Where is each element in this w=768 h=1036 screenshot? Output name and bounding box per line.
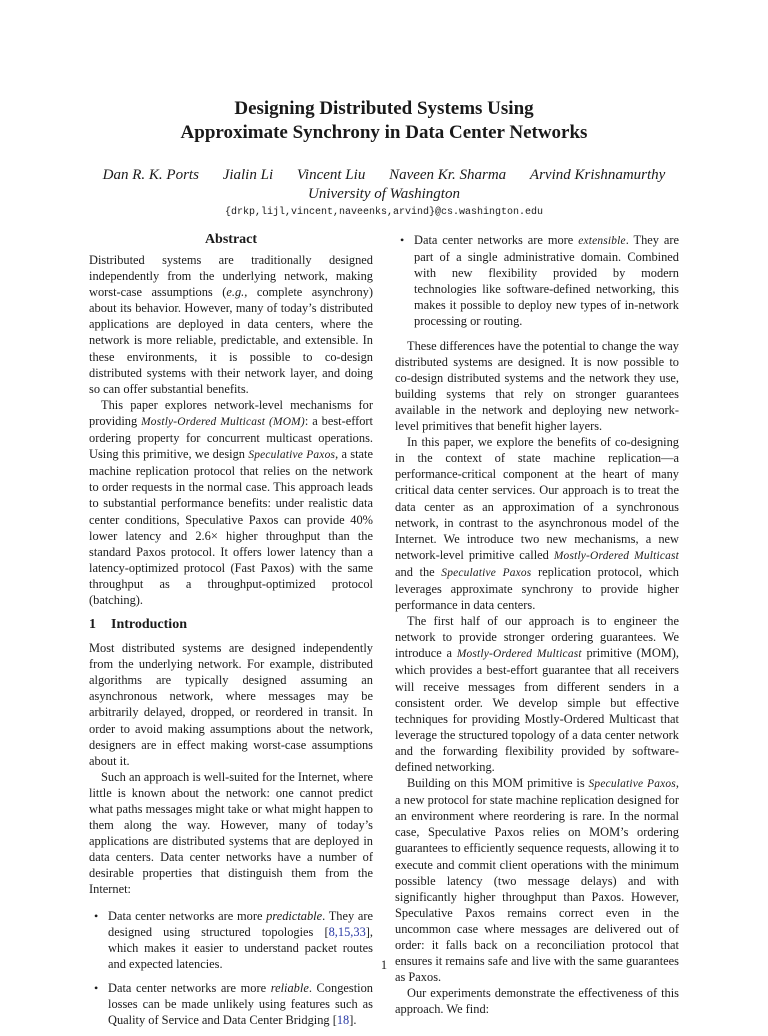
body-paragraph: Most distributed systems are designed independently from the underlying network. For example, distributed algorithms are typically designed assuming an asynchronous network, where messages may be arbitrarily delayed, dropped, or reordered in transit. In order to avoid making assumptions about the network, designers are in effect making worst-case assumptions about it. [89,641,373,768]
citation-link[interactable]: 18 [336,1013,350,1028]
author-list [0,165,768,185]
text-run: In this paper, we explore the benefits of co-designing in the context of state machine replication—a performance-critical component at the heart of many critical data center services. Our approach is to treat the data center as an approximation of a synchronous network, in contrast to the asynchronous model of the Internet. We introduce two new mechanisms, a new network-level primitive called [395,435,679,562]
text-run: Building on this MOM primitive is [407,776,589,791]
body-paragraph: Such an approach is well-suited for the Internet, where little is known about the network: one cannot predict what paths messages might take or what might happen to them along the way. However, many of today’s applications are distributed systems that are deployed in data centers. Data center networks have a number of desirable properties that distinguish them from the Internet: [89,769,373,897]
text-run: Mostly-Ordered Multicast [456,648,582,661]
list-item [395,232,679,330]
text-run: Data center networks are more [108,908,267,923]
title-line-2: Approximate Synchrony in Data Center Networks [180,122,588,143]
text-run: ]. [349,1013,357,1028]
body-paragraph: Our experiments demonstrate the effectiveness of this approach. We find: [395,986,679,1017]
text-run: Speculative Paxos [441,566,532,579]
affiliation: University of Washington [308,186,460,202]
text-run: extensible [578,235,626,247]
abstract-paragraph [89,252,373,397]
text-run: primitive (MOM), which provides a best-effort guarantee that all receivers will receive messages from different senders in a consistent order. We develop simple but effective techniques for providing Mostly-Ordered Multicast that leverage the structured topology of a data center network and the forwarding flexibility provided by software-defined networking. [395,646,680,774]
text-run: Data center networks are more [414,233,579,247]
bullet-list [395,232,679,330]
section-heading [89,616,373,634]
page-number: 1 [380,958,388,972]
text-run: Distributed systems are traditionally designed independently from the underlying network, making worst-case assumptions ( [89,253,373,300]
paper-title [0,97,768,145]
right-column [395,230,679,1018]
author-email: {drkp,lijl,vincent,naveenks,arvind}@cs.washington.edu [224,207,544,218]
text-run: complete asynchrony) about its behavior. However, many of today’s distributed applications are deployed in data centers, where the network is more reliable, predictable, and extensible. In these environments, it is possible to co-design distributed systems with their network layer, and doing so can offer substantial benefits. [89,285,373,396]
bullet-icon: • [94,980,99,995]
text-run: , a new protocol for state machine replication designed for an environment where reordering is rare. In the normal case, Speculative Paxos relies on MOM’s ordering guarantees to efficiently sequence requests, allowing it to execute and commit client operations with the minimum possible latency (two message delays) and with significantly higher throughput than Paxos. However, Speculative Paxos remains correct even in the uncommon case where messages are delivered out of order: it falls back on a reconciliation protocol that ensures it remains safe and live with the same guarantees as Paxos. [395,776,679,985]
author-name: Jialin Li [222,167,274,183]
text-run: : a best-effort ordering property for concurrent multicast operations. Using this primitive, we design [89,413,373,462]
body-paragraph [395,775,679,985]
text-run: The first half of our approach is to engineer the network to provide stronger ordering guarantees. We introduce a [395,614,679,661]
text-run: . Congestion losses can be made unlikely using features such as Quality of Service and Data Center Bridging [ [108,980,373,1028]
body-paragraph [395,613,679,775]
section-title: Introduction [111,617,187,633]
text-run: reliable [270,980,309,995]
list-item [89,980,373,1028]
text-run: e.g., [226,285,248,300]
bullet-icon: • [94,908,99,923]
left-column [89,230,373,1036]
bullet-icon: • [400,233,405,247]
text-run: Mostly-Ordered Multicast [553,549,679,562]
text-run: This paper explores network-level mechanisms for providing [89,397,373,428]
author-name: Arvind Krishnamurthy [529,167,666,183]
author-name: Vincent Liu [296,167,366,183]
text-run: Speculative Paxos [248,449,336,462]
body-paragraph: These differences have the potential to change the way distributed systems are designed. It is now possible to co-design distributed systems and the network they use, building systems that rely on stronger guarantees available in the network and deploying new network-level primitives that benefit higher layers. [395,338,679,434]
section-number: 1 [89,617,96,633]
text-run: Speculative Paxos [588,778,676,791]
text-run: Mostly-Ordered Multicast (MOM) [141,415,305,428]
body-paragraph [395,434,679,613]
text-run: . They are designed using structured topologies [ [108,908,373,939]
text-run: ], which makes it easier to understand packet routes and expected latencies. [108,924,373,971]
text-run: predictable [266,908,323,923]
author-name: Naveen Kr. Sharma [389,167,507,183]
abstract-paragraph [89,397,373,608]
text-run: replication protocol, which leverages approximate synchrony to provide higher performance in data centers. [395,564,679,613]
text-run: and the [395,564,442,579]
title-line-1: Designing Distributed Systems Using [234,98,534,119]
author-name: Dan R. K. Ports [102,167,199,183]
text-run: . They are part of a single administrative domain. Combined with new flexibility provided by modern technologies like software-defined networking, this makes it possible to deploy new types of in-network processing or routing. [414,233,679,329]
text-run: Data center networks are more [108,980,271,995]
citation-link[interactable]: 8,15,33 [328,924,366,939]
abstract-heading: Abstract [204,232,258,247]
text-run: , a state machine replication protocol that relies on the network to order requests in the normal case. This approach leads to substantial performance benefits: under realistic data center conditions, Speculative Paxos can provide 40% lower latency and 2.6× higher throughput than the standard Paxos protocol. It offers lower latency than a latency-optimized protocol (Fast Paxos) with the same throughput as a throughput-optimized protocol (batching). [89,447,373,607]
